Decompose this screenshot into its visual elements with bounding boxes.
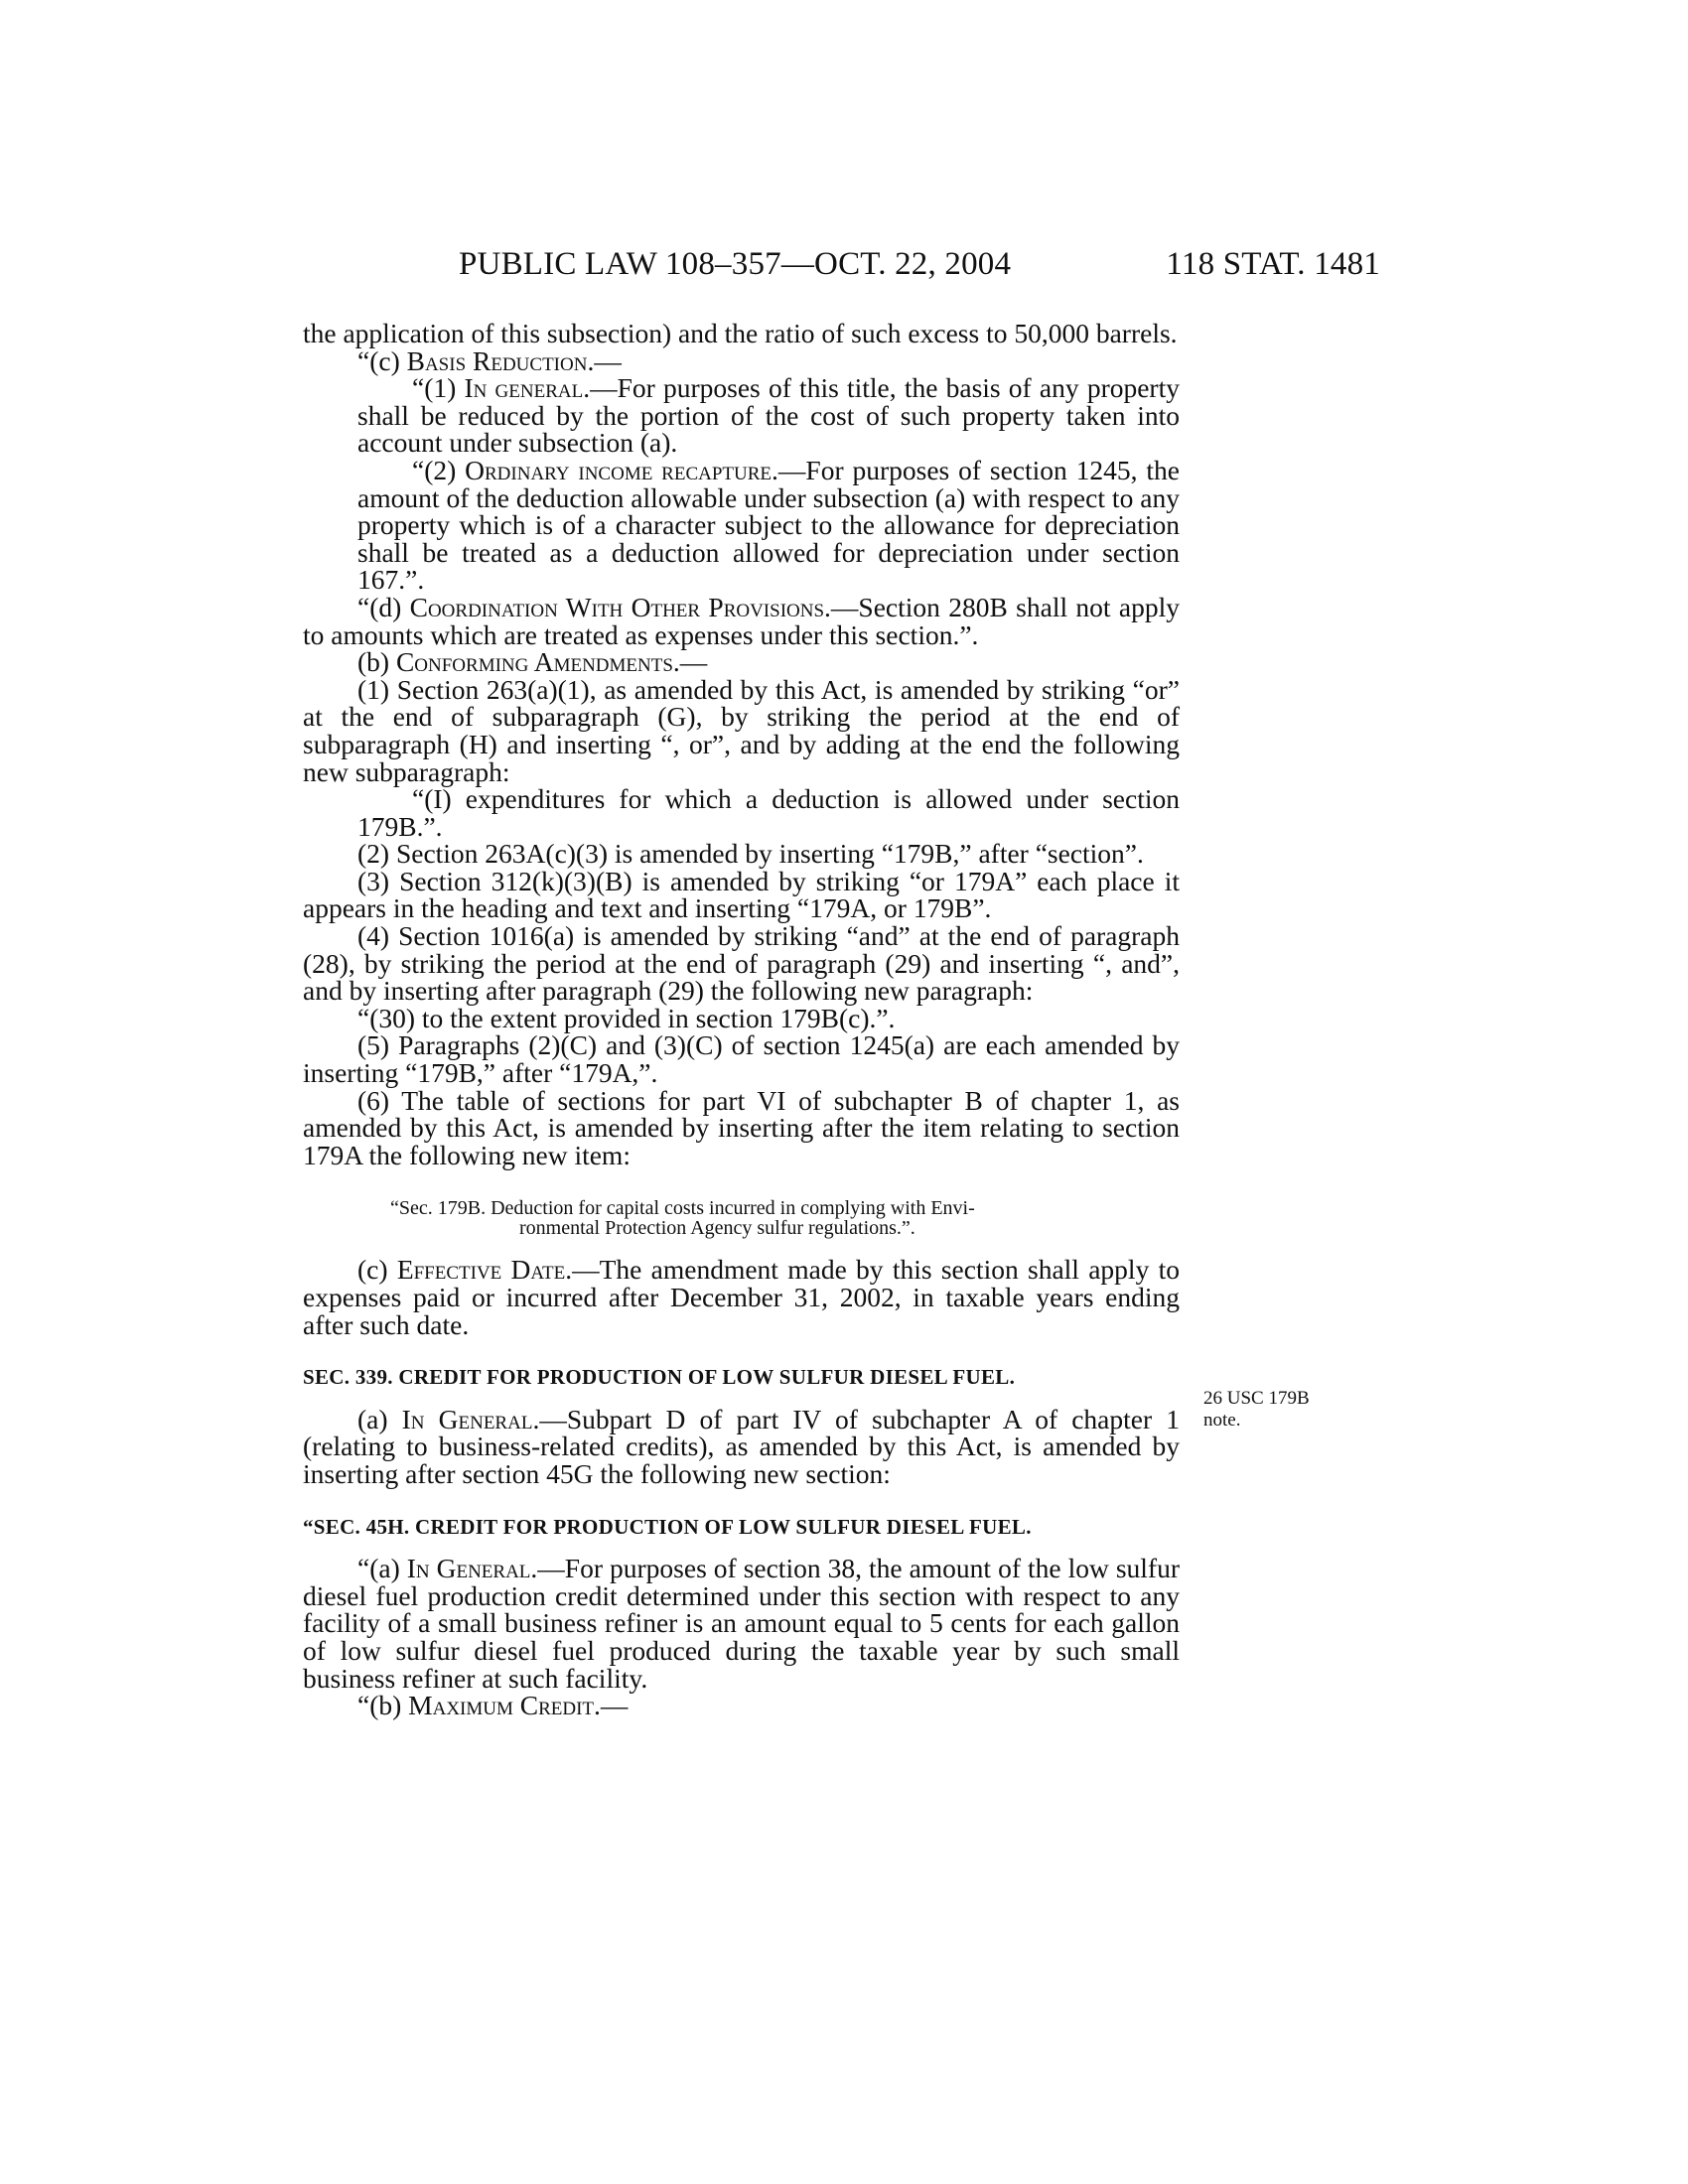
margin-note (1203, 1388, 1352, 1432)
paragraph-b4: (4) Section 1016(a) is amended by striking “and” at the end of paragraph (28), by striking the period at the end of paragraph (29) and inserting “, and”, and by inserting after paragraph (29) the following new paragraph: (303, 920, 1180, 1007)
page-header-title: PUBLIC LAW 108–357—OCT. 22, 2004 (459, 246, 1012, 282)
section-45h-subsection-b-heading: “(b) Maximum Credit.— (357, 1690, 629, 1721)
subsection-b-heading: (b) Conforming Amendments.— (357, 646, 708, 678)
paragraph-b5: (5) Paragraphs (2)(C) and (3)(C) of section 1245(a) are each amended by inserting “179B,” after “179A,”. (303, 1029, 1180, 1089)
paragraph-b2: (2) Section 263A(c)(3) is amended by inserting “179B,” after “section”. (357, 838, 1144, 870)
subsection-effective-date: (c) Effective Date.—The amendment made by this section shall apply to expenses paid or incurred after December 31, 2002, in taxable years ending after such date. (303, 1254, 1180, 1340)
section-339-subsection-a: (a) In General.—Subpart D of part IV of subchapter A of chapter 1 (relating to business-related credits), as amended by this Act, is amended by inserting after section 45G the following new section: (303, 1403, 1180, 1489)
table-of-sections-item: “Sec. 179B. Deduction for capital costs incurred in complying with Envi- ronmental Protection Agency sulfur regulations.”. (390, 1197, 975, 1240)
section-45h-subsection-a: “(a) In General.—For purposes of section 38, the amount of the low sulfur diesel fuel production credit determined under this section with respect to any facility of a small business refiner is an amount equal to 5 cents for each gallon of low sulfur diesel fuel produced during the taxable year by such small business refiner at such facility. (303, 1553, 1181, 1694)
running-head (298, 246, 1380, 296)
subsection-d: “(d) Coordination With Other Provisions.—Section 280B shall not apply to amounts which are treated as expenses under this section.”. (303, 591, 1180, 650)
margin-note-citation: 26 USC 179B (1203, 1388, 1310, 1409)
subsection-c-heading: “(c) Basis Reduction.— (357, 344, 622, 376)
quoted-subparagraph-i: “(I) expenditures for which a deduction is allowed under section 179B.”. (357, 783, 1180, 842)
page-header-page-number: 118 STAT. 1481 (1166, 246, 1380, 282)
text-column (303, 320, 1180, 1719)
section-45h-heading: “SEC. 45H. CREDIT FOR PRODUCTION OF LOW SULFUR DIESEL FUEL. (303, 1514, 1032, 1539)
margin-note-label: note. (1203, 1410, 1241, 1431)
paragraph-b1: (1) Section 263(a)(1), as amended by this Act, is amended by striking “or” at the end of subparagraph (G), by striking the period at the end of subparagraph (H) and inserting “, or”, and by adding at the end the following new subparagraph: (303, 673, 1180, 787)
paragraph-b3: (3) Section 312(k)(3)(B) is amended by striking “or 179A” each place it appears in the heading and text and inserting “179A, or 179B”. (303, 865, 1180, 924)
section-339-heading: SEC. 339. CREDIT FOR PRODUCTION OF LOW SULFUR DIESEL FUEL. (303, 1365, 1016, 1390)
paragraph-c1: “(1) In general.—For purposes of this title, the basis of any property shall be reduced by the portion of the cost of such property taken into account under subsection (a). (357, 372, 1180, 459)
paragraph-c2: “(2) Ordinary income recapture.—For purposes of section 1245, the amount of the deduction allowable under subsection (a) with respect to any property which is of a character subject to the allowance for depreciation shall be treated as a deduction allowed for depreciation under section 167.”. (357, 454, 1180, 596)
paragraph-b6: (6) The table of sections for part VI of subchapter B of chapter 1, as amended by this Act, is amended by inserting after the item relating to section 179A the following new item: (303, 1084, 1180, 1170)
paragraph-continued: the application of this subsection) and the ratio of such excess to 50,000 barrels. (303, 318, 1178, 348)
quoted-paragraph-30: “(30) to the extent provided in section 179B(c).”. (357, 1002, 896, 1033)
